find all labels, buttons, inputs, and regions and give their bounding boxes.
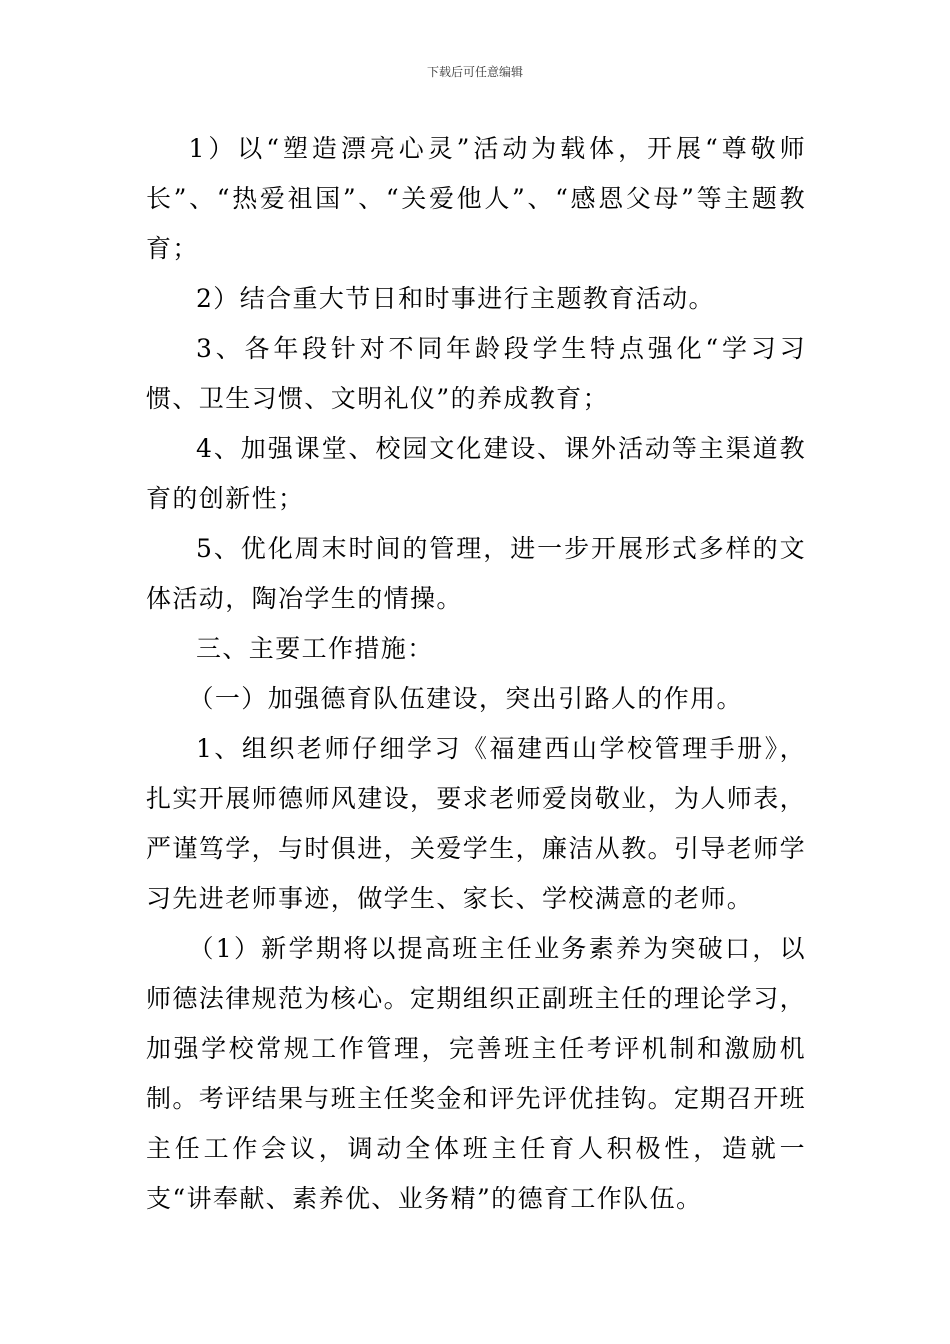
paragraph-teacher-study: 1、组织老师仔细学习《福建西山学校管理手册》，扎实开展师德师风建设，要求老师爱岗敬业，为人师表，严谨笃学，与时俱进，关爱学生，廉洁从教。引导老师学习先进老师事迹，做学生、家长、学校满意的老师。 — [146, 734, 807, 913]
paragraph-holiday-education: 2）结合重大节日和时事进行主题教育活动。 — [196, 284, 715, 313]
paragraph-campus-culture: 4、加强课堂、校园文化建设、课外活动等主渠道教育的创新性； — [146, 434, 806, 513]
paragraph-theme-education: 1）以“塑造漂亮心灵”活动为载体，开展“尊敬师长”、“热爱祖国”、“关爱他人”、“感恩父母”等主题教育； — [146, 134, 806, 263]
paragraph-class-teacher: （1）新学期将以提高班主任业务素养为突破口，以师德法律规范为核心。定期组织正副班主任的理论学习，加强学校常规工作管理，完善班主任考评机制和激励机制。考评结果与班主任奖金和评先评优挂钩。定期召开班主任工作会议，调动全体班主任育人积极性，造就一支“讲奉献、素养优、业务精”的德育工作队伍。 — [146, 934, 807, 1213]
paragraph-weekend-management: 5、优化周末时间的管理，进一步开展形式多样的文体活动，陶冶学生的情操。 — [146, 534, 806, 613]
document-body — [146, 124, 806, 1224]
subsection-heading-team-building: （一）加强德育队伍建设，突出引路人的作用。 — [188, 684, 743, 713]
page-header: 下载后可任意编辑 — [426, 65, 523, 79]
paragraph-habit-education: 3、各年段针对不同年龄段学生特点强化“学习习惯、卫生习惯、文明礼仪”的养成教育； — [146, 334, 806, 413]
section-heading-measures: 三、主要工作措施： — [196, 634, 434, 663]
